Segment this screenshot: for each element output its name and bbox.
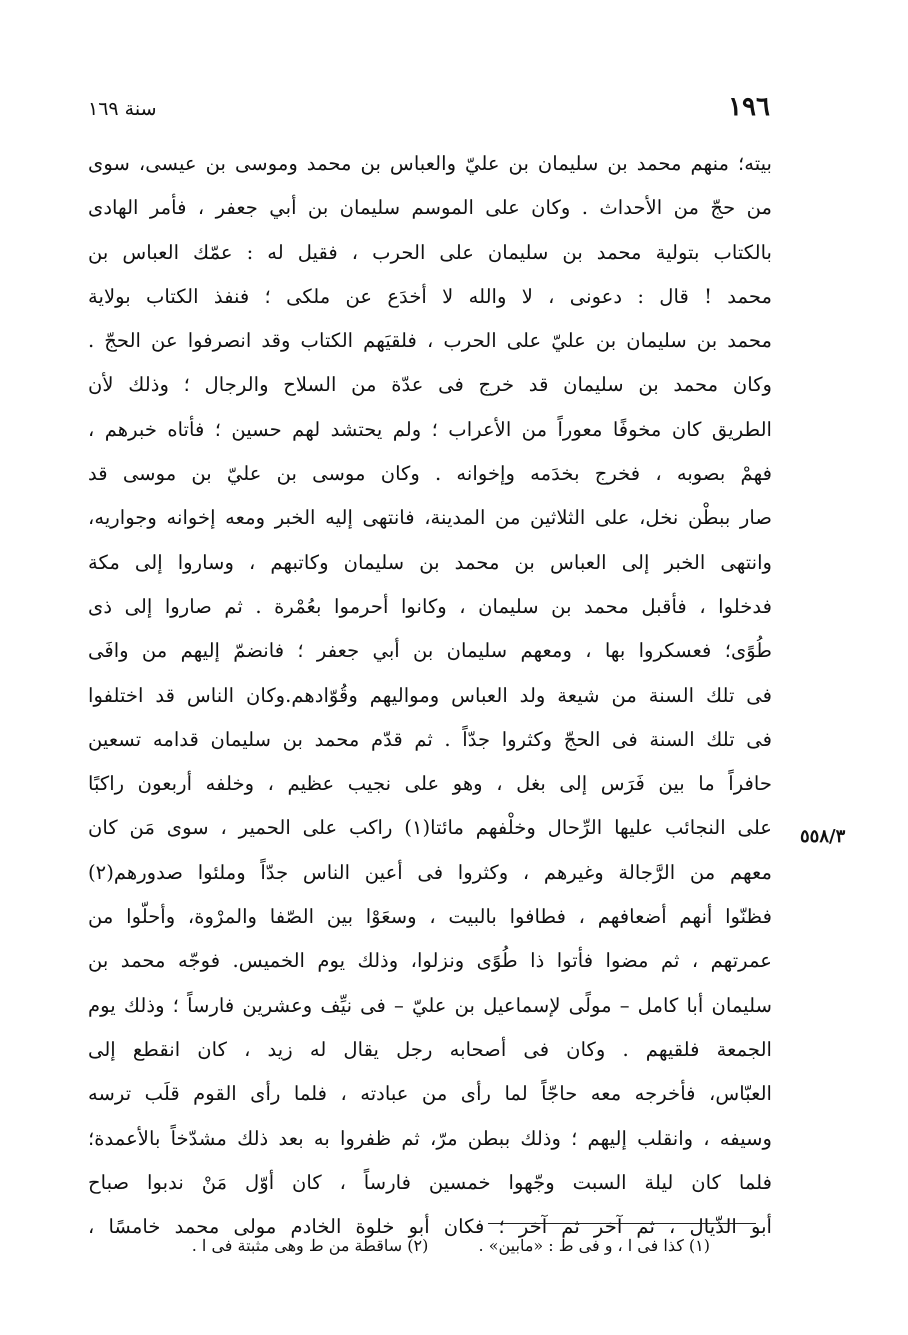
text-line: صار ببطْن نخل، على الثلاثين من المدينة، فانتهى إليه الخبر ومعه إخوانه وجواريه، — [88, 506, 772, 530]
text-line: فى تلك السنة من شيعة ولد العباس ومواليهم وقُوّادهم.وكان الناس قد اختلفوا — [88, 683, 772, 707]
page-header — [88, 92, 770, 132]
footnotes — [130, 1236, 710, 1255]
text-line: فلما كان ليلة السبت وجّهوا خمسين فارساً ، كان أوّل مَنْ ندبوا صباح — [88, 1170, 772, 1194]
text-line: بيته؛ منهم محمد بن سليمان بن عليّ والعباس بن محمد وموسى بن عيسى، سوى — [88, 152, 772, 175]
text-line: وانتهى الخبر إلى العباس بن محمد بن سليمان وكاتبهم ، وساروا إلى مكة — [88, 550, 772, 574]
text-line: فدخلوا ، فأقبل محمد بن سليمان ، وكانوا أحرموا بعُمْرة . ثم صاروا إلى ذى — [88, 594, 772, 618]
main-text — [88, 142, 772, 1249]
text-line: عمرتهم ، ثم مضوا فأتوا ذا طُوًى ونزلوا، وذلك يوم الخميس. فوجّه محمد بن — [88, 949, 772, 973]
text-line: على النجائب عليها الرِّحال وخلْفهم مائتا(١) راكب على الحمير ، سوى مَن كان — [88, 816, 772, 840]
text-line: الطريق كان مخوفًا معوراً من الأعراب ؛ ولم يحتشد لهم حسين ؛ فأتاه خبرهم ، — [88, 417, 772, 441]
text-line: طُوًى؛ فعسكروا بها ، ومعهم سليمان بن أبي جعفر ؛ فانضمّ إليهم من وافَى — [88, 639, 772, 663]
footnote-2: (٢) ساقطة من ط وهى مثبتة فى ا . — [191, 1236, 429, 1255]
text-line: وكان محمد بن سليمان قد خرج فى عدّة من السلاح والرجال ؛ وذلك لأن — [88, 373, 772, 397]
text-line: معهم من الرَّجالة وغيرهم ، وكثروا فى أعين الناس جدّاً وملئوا صدورهم(٢) — [88, 860, 772, 884]
text-line: محمد بن سليمان بن عليّ على الحرب ، فلقيَهم الكتاب وقد انصرفوا عن الحجّ . — [88, 329, 772, 353]
text-line: فظنّوا أنهم أضعافهم ، فطافوا بالبيت ، وسعَوْا بين الصّفا والمرْوة، وأحلّوا من — [88, 905, 772, 929]
margin-reference: ٥٥٨/٣ — [800, 826, 846, 847]
text-line: وسيفه ، وانقلب إليهم ؛ وذلك ببطن مرّ، ثم ظفروا به بعد ذلك مشدّخاً بالأعمدة؛ — [88, 1126, 772, 1150]
page-number: ١٩٦ — [728, 92, 770, 122]
footnote-divider — [488, 1223, 756, 1224]
text-line: حافراً ما بين فَرَس إلى بغل ، وهو على نجيب عظيم ، وخلفه أربعون راكبًا — [88, 772, 772, 796]
text-line: فهمْ بصوبه ، فخرج بخدَمه وإخوانه . وكان موسى بن عليّ بن موسى قد — [88, 462, 772, 486]
text-line: محمد ! قال : دعونى ، لا والله لا أخدَع عن ملكى ؛ فنفذ الكتاب بولاية — [88, 284, 772, 308]
footnote-1: (١) كذا فى ا ، و فى ط : «مابين» . — [478, 1236, 710, 1255]
text-line: من حجّ من الأحداث . وكان على الموسم سليمان بن أبي جعفر ، فأمر الهادى — [88, 196, 772, 220]
text-line: بالكتاب بتولية محمد بن سليمان على الحرب ، فقيل له : عمّك العباس بن — [88, 240, 772, 264]
text-line: العبّاس، فأخرجه معه حاجّاً لما رأى من عبادته ، فلما رأى القوم قلَب ترسه — [88, 1082, 772, 1106]
text-line: أبو الذّيال ، ثم آخر ثم آخر ؛ فكان أبو خلوة الخادم مولى محمد خامسًا ، — [88, 1215, 772, 1239]
text-line: الجمعة فلقيهم . وكان فى أصحابه رجل يقال له زيد ، كان انقطع إلى — [88, 1037, 772, 1061]
text-line: سليمان أبا كامل – مولًى لإسماعيل بن عليّ – فى نيِّف وعشرين فارساً ؛ وذلك يوم — [88, 993, 772, 1017]
running-head-year: سنة ١٦٩ — [88, 98, 157, 120]
text-line: فى تلك السنة فى الحجّ وكثروا جدّاً . ثم قدّم محمد بن سليمان قدامه تسعين — [88, 727, 772, 751]
